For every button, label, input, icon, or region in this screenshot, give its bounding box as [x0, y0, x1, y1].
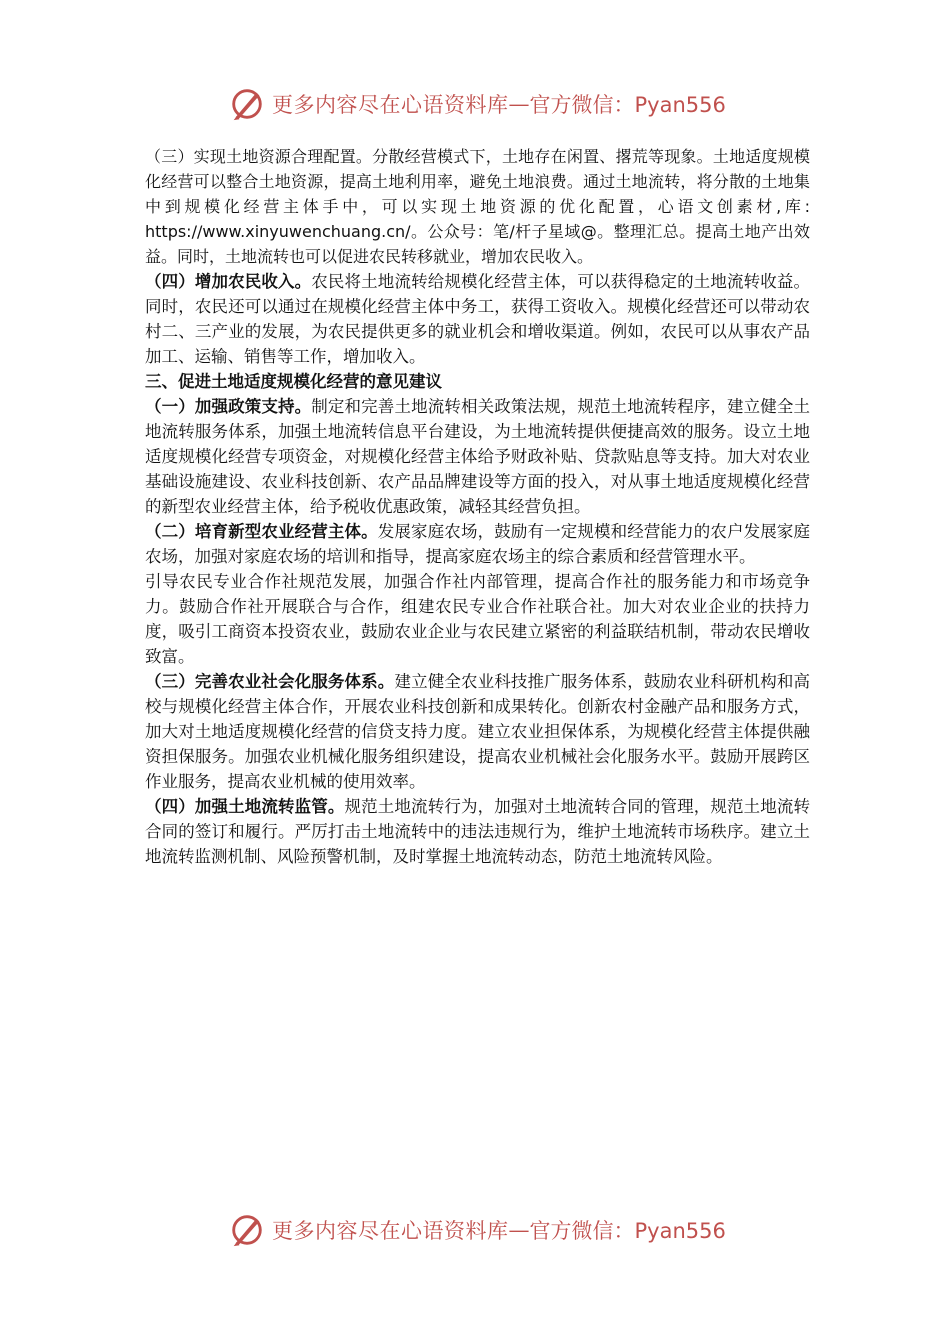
banner-wechat: 官方微信：Pyan556	[529, 1219, 726, 1243]
banner-separator: —	[508, 92, 530, 116]
text-policy-support: 制定和完善土地流转相关政策法规，规范土地流转程序，建立健全土地流转服务体系，加强土地流转信息平台建设，为土地流转提供便捷高效的服务。设立土地适度规模化经营专项资金，对规模化经营主体给予财政补贴、贷款贴息等支持。加大对农业基础设施建设、农业科技创新、农产品品牌建设等方面的投入，对从事土地适度规模化经营的新型农业经营主体，给予税收优惠政策，减轻其经营负担。	[145, 397, 811, 516]
banner-text: 更多内容尽在心语资料库	[272, 1219, 509, 1243]
paragraph-cooperatives: 引导农民专业合作社规范发展，加强合作社内部管理，提高合作社的服务能力和市场竞争力。鼓励合作社开展联合与合作，组建农民专业合作社联合社。加大对农业企业的扶持力度，吸引工商资本投资农业，鼓励农业企业与农民建立紧密的利益联结机制，带动农民增收致富。	[145, 572, 810, 666]
banner-text: 更多内容尽在心语资料库	[272, 93, 509, 117]
lead-supervision: （四）加强土地流转监管。	[145, 797, 345, 816]
text-service-system: 建立健全农业科技推广服务体系，鼓励农业科研机构和高校与规模化经营主体合作，开展农业科技创新和成果转化。创新农村金融产品和服务方式，加大对土地适度规模化经营的信贷支持力度。建立农业担保体系，为规模化经营主体提供融资担保服务。加强农业机械化服务组织建设，提高农业机械社会化服务水平。鼓励开展跨区作业服务，提高农业机械的使用效率。	[145, 672, 811, 791]
text-supervision: 规范土地流转行为，加强对土地流转合同的管理，规范土地流转合同的签订和履行。严厉打击土地流转中的违法违规行为，维护土地流转市场秩序。建立土地流转监测机制、风险预警机制，及时掌握土地流转动态，防范土地流转风险。	[145, 797, 811, 866]
paragraph-policy-support	[145, 394, 810, 519]
text-cultivate-entities: 发展家庭农场，鼓励有一定规模和经营能力的农户发展家庭农场，加强对家庭农场的培训和指导，提高家庭农场主的综合素质和经营管理水平。	[145, 522, 811, 566]
lead-policy-support: （一）加强政策支持。	[145, 397, 312, 416]
paragraph-service-system	[145, 669, 810, 794]
banner-wechat: 官方微信：Pyan556	[529, 93, 726, 117]
pen-circle-icon	[228, 85, 266, 123]
section-heading: 三、促进土地适度规模化经营的意见建议	[145, 372, 442, 391]
pen-circle-icon	[228, 1211, 266, 1249]
header-banner	[228, 84, 726, 124]
lead-cultivate-entities: （二）培育新型农业经营主体。	[145, 522, 378, 541]
lead-farmer-income: （四）增加农民收入。	[145, 272, 312, 291]
banner-separator: —	[508, 1218, 530, 1242]
document-body	[145, 144, 810, 869]
paragraph-cultivate-entities	[145, 519, 810, 569]
lead-service-system: （三）完善农业社会化服务体系。	[145, 672, 395, 691]
text-farmer-income: 农民将土地流转给规模化经营主体，可以获得稳定的土地流转收益。同时，农民还可以通过在规模化经营主体中务工，获得工资收入。规模化经营还可以带动农村二、三产业的发展，为农民提供更多的就业机会和增收渠道。例如，农民可以从事农产品加工、运输、销售等工作，增加收入。	[145, 272, 811, 366]
paragraph-land-allocation: （三）实现土地资源合理配置。分散经营模式下，土地存在闲置、撂荒等现象。土地适度规模化经营可以整合土地资源，提高土地利用率，避免土地浪费。通过土地流转，将分散的土地集中到规模化经营主体手中，可以实现土地资源的优化配置，心语文创素材,库: https://www.xinyuwenchuang.cn/。公众号：笔/杆子星域@。整理汇总。提高土地产出效益。同时，土地流转也可以促进农民转移就业，增加农民收入。	[145, 147, 810, 266]
footer-banner	[228, 1210, 726, 1250]
paragraph-farmer-income	[145, 269, 810, 369]
paragraph-supervision	[145, 794, 810, 869]
